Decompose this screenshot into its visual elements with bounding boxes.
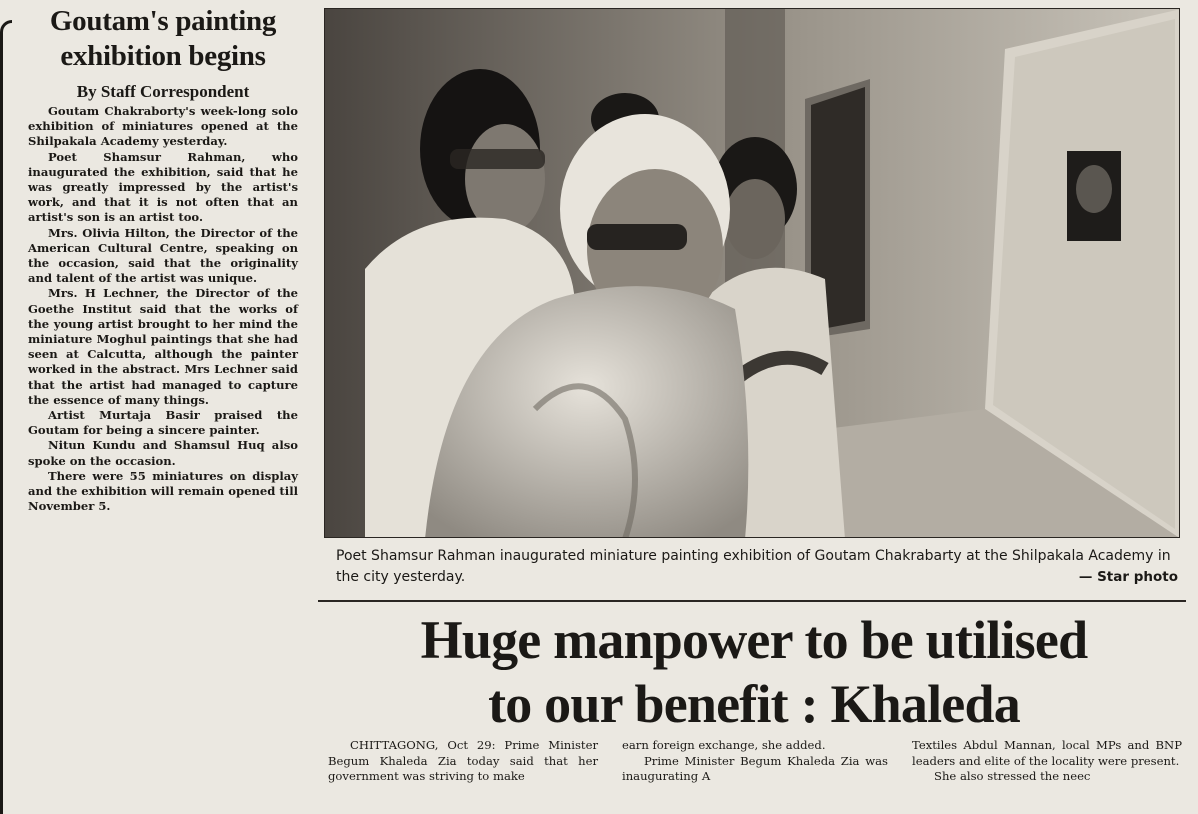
main-headline [312,608,1196,736]
left-border-rule [0,20,12,814]
byline: By Staff Correspondent [76,82,250,101]
paragraph: She also stressed the neec [934,769,1091,784]
article-column-3 [912,738,1182,785]
paragraph: Goutam Chakraborty's week-long solo exhibition of miniatures opened at the Shilpakala Academy yesterday. [28,104,298,149]
news-photo [324,8,1180,538]
paragraph: earn foreign exchange, she added. [622,738,826,752]
paragraph: Poet Shamsur Rahman, who inaugurated the exhibition, said that he was greatly impressed by the artist's work, and that it is not often that an artist's son is an artist too. [28,149,298,225]
paragraph: There were 55 miniatures on display and the exhibition will remain opened till November 5. [28,468,298,514]
exhibition-body [28,104,298,514]
paragraph: Prime Minister Begum Khaleda Zia was inaugurating A [622,753,888,784]
section-divider [318,600,1186,602]
paragraph: Mrs. H Lechner, the Director of the Goethe Institut said that the works of the young artist brought to her mind the miniature Moghul paintings that she had seen at Calcutta, although the painter worked in the abstract. Mrs Lechner said that the artist had managed to capture the essence of many things. [28,286,298,407]
caption-text: Poet Shamsur Rahman inaugurated miniature painting exhibition of Goutam Chakrabarty at the Shilpakala Academy in the city yesterday. [336,548,1171,585]
photo-credit: — Star photo [1078,569,1178,585]
exhibition-headline-line1: Goutam's painting [49,5,277,37]
photo-caption [336,546,1178,588]
article-column-1 [328,738,598,785]
paragraph: Artist Murtaja Basir praised the Goutam for being a sincere painter. [28,408,298,438]
paragraph: Mrs. Olivia Hilton, the Director of the American Cultural Centre, speaking on the occasion, said that the originality and talent of the artist was unique. [28,225,298,286]
photo-illustration [325,9,1180,538]
paragraph: CHITTAGONG, Oct 29: Prime Minister Begum Khaleda Zia today said that her government was striving to make [328,738,598,784]
main-headline-line2: to our benefit : Khaleda [488,674,1020,734]
article-column-2 [622,738,888,785]
main-headline-line1: Huge manpower to be utilised [420,610,1088,670]
exhibition-headline-line2: exhibition begins [60,40,266,72]
exhibition-headline [28,4,298,74]
paragraph: Textiles Abdul Mannan, local MPs and BNP leaders and elite of the locality were present. [912,738,1182,768]
paragraph: Nitun Kundu and Shamsul Huq also spoke on the occasion. [28,438,298,468]
exhibition-article [28,4,298,514]
